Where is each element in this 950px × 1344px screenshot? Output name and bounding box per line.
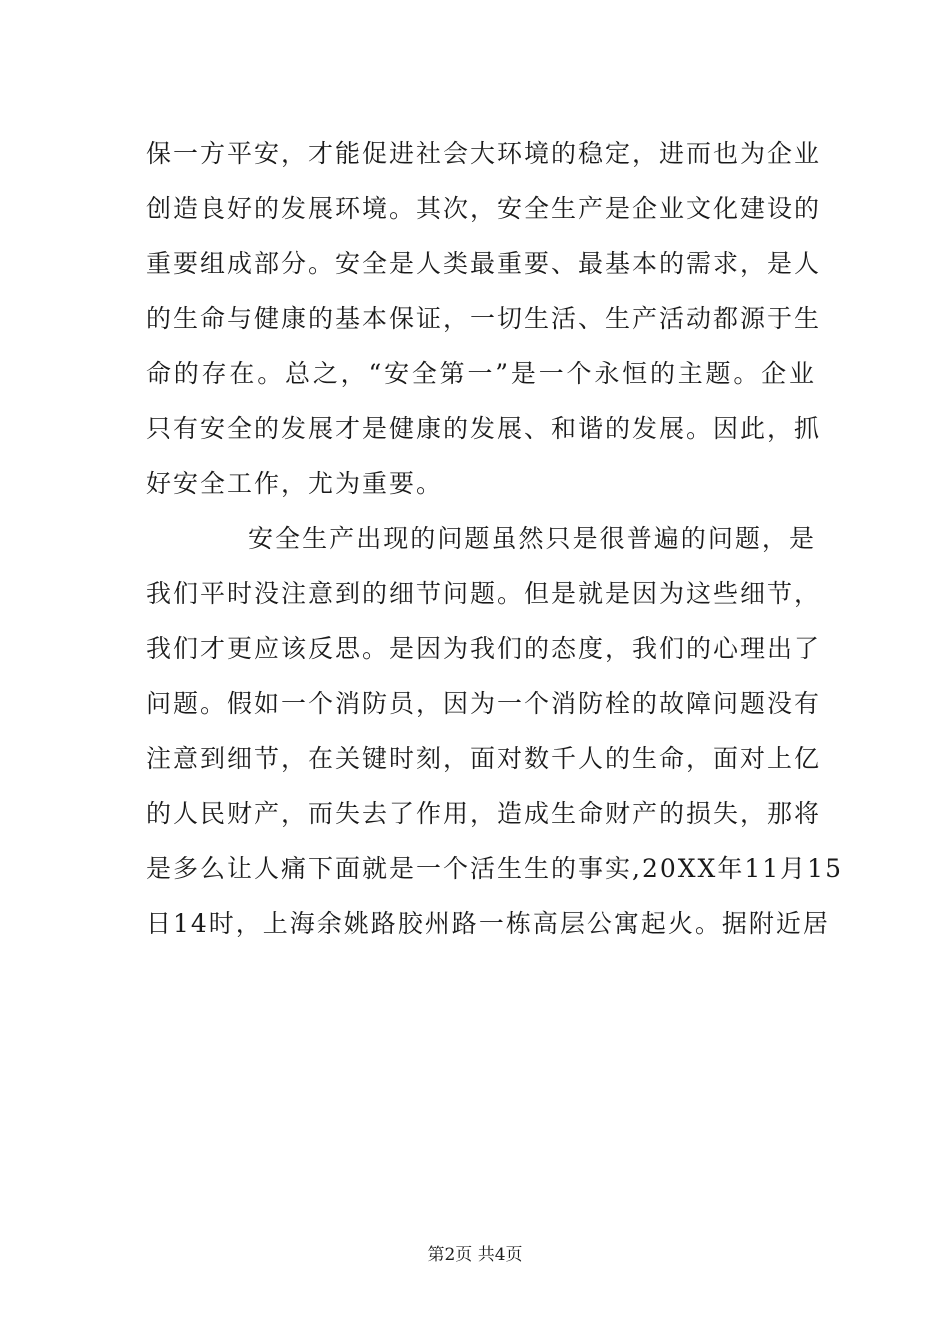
page-footer bbox=[0, 1240, 950, 1265]
text-line: 的生命与健康的基本保证，一切生活、生产活动都源于生 bbox=[146, 304, 822, 333]
text-line: 的人民财产，而失去了作用，造成生命财产的损失，那将 bbox=[146, 799, 822, 828]
text-line: 注意到细节，在关键时刻，面对数千人的生命，面对上亿 bbox=[146, 744, 822, 773]
document-body bbox=[146, 126, 843, 951]
paragraph-start-line: 安全生产出现的问题虽然只是很普遍的问题，是 bbox=[248, 524, 816, 553]
text-line: 只有安全的发展才是健康的发展、和谐的发展。因此，抓 bbox=[146, 414, 822, 443]
text-line: 我们平时没注意到的细节问题。但是就是因为这些细节， bbox=[146, 579, 822, 608]
text-line: 重要组成部分。安全是人类最重要、最基本的需求，是人 bbox=[146, 249, 822, 278]
text-line: 我们才更应该反思。是因为我们的态度，我们的心理出了 bbox=[146, 634, 822, 663]
text-line: 问题。假如一个消防员，因为一个消防栓的故障问题没有 bbox=[146, 689, 822, 718]
text-line: 创造良好的发展环境。其次，安全生产是企业文化建设的 bbox=[146, 194, 822, 223]
text-line: 是多么让人痛下面就是一个活生生的事实,20XX年11月15 bbox=[146, 854, 843, 883]
page-number: 第2页 共4页 bbox=[427, 1245, 523, 1265]
text-line: 日14时，上海余姚路胶州路一栋高层公寓起火。据附近居 bbox=[146, 909, 830, 938]
text-line: 保一方平安，才能促进社会大环境的稳定，进而也为企业 bbox=[146, 139, 822, 168]
paragraph-end-line: 好安全工作，尤为重要。 bbox=[146, 469, 444, 498]
text-line: 命的存在。总之，“安全第一”是一个永恒的主题。企业 bbox=[146, 359, 816, 388]
